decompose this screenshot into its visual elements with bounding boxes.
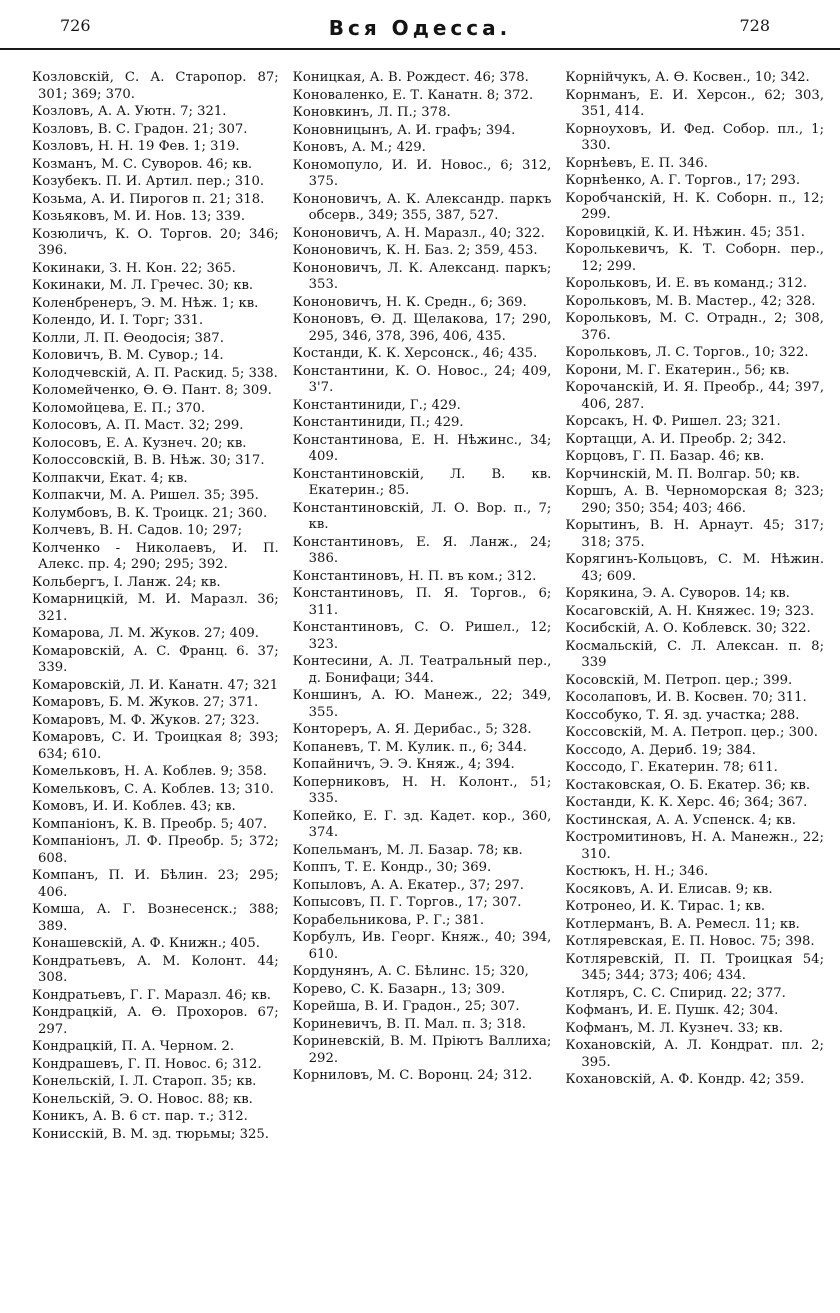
- directory-entry: Константинова, Е. Н. Нѣжинс., 34; 409.: [292, 432, 552, 464]
- directory-entry: Козловъ, В. С. Градон. 21; 307.: [32, 121, 248, 137]
- directory-entry: Кондрашевъ, Г. П. Новос. 6; 312.: [32, 1056, 262, 1072]
- directory-entry: Корягинъ-Кольцовъ, С. М. Нѣжин. 43; 609.: [565, 552, 825, 584]
- directory-entry: Кононовичъ, К. Н. Баз. 2; 359, 453.: [292, 243, 538, 258]
- directory-entry: Коссобуко, Т. Я. зд. участка; 288.: [565, 707, 800, 723]
- directory-entry: Колоссовскiй, В. В. Нѣж. 30; 317.: [32, 453, 265, 468]
- directory-entry: Корольковъ, И. Е. въ команд.; 312.: [565, 276, 808, 291]
- directory-entry: Корчинскiй, М. П. Волгар. 50; кв.: [565, 466, 800, 482]
- directory-column-1: [20, 70, 279, 1306]
- directory-entry: Кондрацкiй, А. Ѳ. Прохоров. 67; 297.: [32, 1005, 279, 1037]
- directory-entry: Костромитиновъ, Н. А. Манежн., 22; 310.: [565, 830, 825, 862]
- directory-entry: Косовскiй, М. Петроп. цер.; 399.: [565, 672, 793, 688]
- directory-entry: Кольбергъ, І. Ланж. 24; кв.: [32, 574, 221, 590]
- directory-entry: Корытинъ, В. Н. Арнаут. 45; 317; 318; 375.: [565, 518, 825, 550]
- directory-entry: Копейко, Е. Г. зд. Кадет. кор., 360, 374.: [292, 808, 552, 840]
- directory-column-2: [293, 70, 552, 1306]
- directory-entry: Колосовъ, А. П. Маст. 32; 299.: [32, 418, 244, 433]
- directory-entry: Колпакчи, Екат. 4; кв.: [32, 470, 188, 486]
- directory-entry: Козубекъ. П. И. Артил. пер.; 310.: [32, 174, 265, 189]
- directory-entry: Комаровъ, С. И. Троицкая 8; 393; 634; 610.: [32, 730, 279, 762]
- directory-entry: Кондратьевъ, А. М. Колонт. 44; 308.: [32, 953, 279, 985]
- directory-entry: Кононовъ, Ѳ. Д. Щелакова, 17; 290, 295, 346, 378, 396, 406, 435.: [292, 312, 552, 344]
- directory-entry: Комарова, Л. М. Жуков. 27; 409.: [32, 626, 259, 641]
- directory-entry: Колодчевскiй, А. П. Раскид. 5; 338.: [32, 365, 278, 381]
- directory-entry: Колли, Л. П. Ѳеодосiя; 387.: [32, 330, 224, 346]
- directory-entry: Корабельникова, Р. Г.; 381.: [292, 912, 485, 928]
- directory-entry: Корольковъ, М. В. Мастер., 42; 328.: [565, 293, 816, 309]
- page-header: [0, 0, 840, 50]
- directory-entry: Кононовичъ, Л. К. Александ. паркъ; 353.: [292, 260, 552, 292]
- directory-entry: Коссодо, А. Дериб. 19; 384.: [565, 742, 756, 758]
- directory-column-3: [565, 70, 824, 1306]
- directory-entry: Кондрацкiй, П. А. Черном. 2.: [32, 1039, 235, 1054]
- directory-entry: Котляревская, Е. П. Новос. 75; 398.: [565, 934, 815, 949]
- directory-entry: Коршъ, А. В. Черноморская 8; 323; 290; 350; 354; 403; 466.: [565, 484, 825, 516]
- directory-entry: Козьма, А. И. Пирогов п. 21; 318.: [32, 191, 265, 207]
- directory-entry: Кононовичъ, А. Н. Маразл., 40; 322.: [292, 225, 545, 241]
- directory-entry: Колендо, И. І. Торг; 331.: [32, 313, 204, 328]
- directory-entry: Кононовичъ, А. К. Александр. паркъ обсерв., 349; 355, 387, 527.: [292, 191, 552, 223]
- directory-entry: Кофманъ, М. Л. Кузнеч. 33; кв.: [565, 1020, 783, 1036]
- directory-entry: Коновницынъ, А. И. графъ; 394.: [292, 122, 516, 138]
- directory-entry: Комовъ, И. И. Коблев. 43; кв.: [32, 799, 236, 814]
- directory-entry: Константиновъ, П. Я. Торгов., 6; 311.: [292, 586, 552, 618]
- directory-entry: Костанди, К. К. Херсонск., 46; 435.: [292, 346, 538, 361]
- directory-entry: Косибскiй, А. О. Коблевск. 30; 322.: [565, 621, 811, 636]
- directory-entry: Корнѣевъ, Е. П. 346.: [565, 155, 708, 171]
- directory-entry: Комельковъ, Н. А. Коблев. 9; 358.: [32, 764, 267, 779]
- directory-entry: Копысовъ, П. Г. Торгов., 17; 307.: [292, 895, 522, 910]
- directory-entry: Комаровскiй, А. С. Франц. 6. 37; 339.: [32, 643, 279, 675]
- directory-entry: Корони, М. Г. Екатерин., 56; кв.: [565, 362, 790, 378]
- directory-entry: Комаровъ, Б. М. Жуков. 27; 371.: [32, 695, 259, 710]
- directory-entry: Косолаповъ, И. В. Косвен. 70; 311.: [565, 690, 807, 705]
- directory-entry: Корочанскiй, И. Я. Преобр., 44; 397, 406, 287.: [565, 380, 825, 412]
- directory-entry: Корякина, Э. А. Суворов. 14; кв.: [565, 586, 790, 601]
- directory-entry: Копыловъ, А. А. Екатер., 37; 297.: [292, 877, 524, 893]
- directory-entry: Константини, К. О. Новос., 24; 409, 3'7.: [292, 363, 552, 395]
- directory-entry: Кокинаки, З. Н. Кон. 22; 365.: [32, 260, 236, 276]
- directory-entry: Коперниковъ, Н. Н. Колонт., 51; 335.: [292, 774, 552, 806]
- directory-entry: Константиниди, П.; 429.: [292, 415, 464, 430]
- page-number-right: 728: [739, 16, 770, 35]
- directory-entry: Костюкъ, Н. Н.; 346.: [565, 864, 709, 879]
- directory-entry: Кориневичъ, В. П. Мал. п. 3; 318.: [292, 1016, 526, 1032]
- directory-entry: Комша, А. Г. Вознесенск.; 388; 389.: [32, 902, 279, 934]
- directory-entry: Козюличъ, К. О. Торгов. 20; 346; 396.: [32, 226, 279, 258]
- directory-entry: Козловскiй, С. А. Старопор. 87; 301; 369; 370.: [32, 70, 279, 102]
- directory-entry: Костанди, К. К. Херс. 46; 364; 367.: [565, 795, 808, 810]
- directory-entry: Константиновъ, С. О. Ришел., 12; 323.: [292, 620, 552, 652]
- directory-entry: Коломейченко, Ѳ. Ѳ. Пант. 8; 309.: [32, 383, 272, 398]
- directory-entry: Коловичъ, В. М. Сувор.; 14.: [32, 348, 224, 363]
- directory-entry: Контореръ, А. Я. Дерибас., 5; 328.: [292, 722, 532, 737]
- directory-entry: Кортацци, А. И. Преобр. 2; 342.: [565, 431, 787, 447]
- directory-entry: Компанiонъ, Л. Ф. Преобр. 5; 372; 608.: [32, 834, 279, 866]
- directory-entry: Козловъ, Н. Н. 19 Фев. 1; 319.: [32, 139, 240, 154]
- directory-entry: Копаневъ, Т. М. Кулик. п., 6; 344.: [292, 739, 527, 755]
- directory-entry: Коншинъ, А. Ю. Манеж., 22; 349, 355.: [292, 688, 552, 720]
- directory-entry: Кордунянъ, А. С. Бѣлинс. 15; 320,: [292, 964, 529, 979]
- directory-entry: Корейша, В. И. Градон., 25; 307.: [292, 999, 520, 1014]
- directory-entry: Колчевъ, В. Н. Садов. 10; 297;: [32, 523, 243, 538]
- directory-entry: Константиновъ, Н. П. въ ком.; 312.: [292, 568, 537, 584]
- directory-entry: Кокинаки, М. Л. Гречес. 30; кв.: [32, 278, 254, 293]
- directory-entry: Корнѣенко, А. Г. Торгов., 17; 293.: [565, 173, 801, 188]
- directory-entry: Котляръ, С. С. Спирид. 22; 377.: [565, 985, 786, 1001]
- directory-entry: Копайничъ, Э. Э. Княж., 4; 394.: [292, 757, 515, 772]
- directory-entry: Константиновскiй, Л. В. кв. Екатерин.; 85.: [292, 466, 552, 498]
- directory-entry: Кофманъ, И. Е. Пушк. 42; 304.: [565, 1003, 779, 1018]
- directory-entry: Колосовъ, Е. А. Кузнеч. 20; кв.: [32, 435, 247, 451]
- directory-entry: Козловъ, А. А. Уютн. 7; 321.: [32, 104, 227, 119]
- directory-entry: Королькевичъ, К. Т. Соборн. пер., 12; 299.: [565, 242, 825, 274]
- directory-entry: Корноуховъ, И. Фед. Собор. пл., 1; 330.: [565, 121, 825, 153]
- directory-entry: Константиновъ, Е. Я. Ланж., 24; 386.: [292, 534, 552, 566]
- directory-entry: Коновъ, А. М.; 429.: [292, 140, 426, 155]
- directory-columns: [20, 70, 824, 1306]
- directory-entry: Коникъ, А. В. 6 ст. пар. т.; 312.: [32, 1109, 248, 1124]
- directory-entry: Конельскiй, І. Л. Староп. 35; кв.: [32, 1074, 257, 1089]
- directory-entry: Коровицкiй, К. И. Нѣжин. 45; 351.: [565, 224, 805, 240]
- directory-entry: Коноваленко, Е. Т. Канатн. 8; 372.: [292, 87, 534, 103]
- directory-entry: Корниловъ, М. С. Воронц. 24; 312.: [292, 1068, 533, 1083]
- directory-entry: Коломойцева, Е. П.; 370.: [32, 400, 206, 416]
- directory-entry: Корольковъ, М. С. Отрадн., 2; 308, 376.: [565, 311, 825, 343]
- directory-entry: Компанiонъ, К. В. Преобр. 5; 407.: [32, 816, 268, 832]
- directory-entry: Константиниди, Г.; 429.: [292, 397, 461, 413]
- page-title: Вся Одесса.: [328, 16, 512, 40]
- page-number-left: 726: [60, 16, 91, 35]
- directory-entry: Котляревскiй, П. П. Троицкая 54; 345; 344; 373; 406; 434.: [565, 951, 825, 983]
- directory-entry: Константиновскiй, Л. О. Вор. п., 7; кв.: [292, 500, 552, 532]
- directory-entry: Компанъ, П. И. Бѣлин. 23; 295; 406.: [32, 868, 279, 900]
- directory-entry: Корево, С. К. Базарн., 13; 309.: [292, 981, 506, 997]
- directory-entry: Коппъ, Т. Е. Кондр., 30; 369.: [292, 860, 492, 875]
- directory-entry: Конисскiй, В. М. зд. тюрьмы; 325.: [32, 1126, 269, 1142]
- directory-entry: Котронео, И. К. Тирас. 1; кв.: [565, 899, 766, 914]
- directory-entry: Костаковская, О. Б. Екатер. 36; кв.: [565, 777, 811, 793]
- directory-entry: Кохановскiй, А. Ф. Кондр. 42; 359.: [565, 1072, 805, 1087]
- directory-entry: Козманъ, М. С. Суворов. 46; кв.: [32, 156, 253, 172]
- directory-entry: Кономопуло, И. И. Новос., 6; 312, 375.: [292, 157, 552, 189]
- directory-entry: Колумбовъ, В. К. Троицк. 21; 360.: [32, 505, 268, 521]
- directory-entry: Кориневскiй, В. М. Прiютъ Валлиха; 292.: [292, 1034, 552, 1066]
- directory-entry: Космальскiй, С. Л. Алексан. п. 8; 339: [565, 638, 825, 670]
- directory-entry: Комельковъ, С. А. Коблев. 13; 310.: [32, 781, 274, 797]
- directory-entry: Котлерманъ, В. А. Ремесл. 11; кв.: [565, 916, 800, 932]
- directory-entry: Коробчанскiй, Н. К. Соборн. п., 12; 299.: [565, 190, 825, 222]
- directory-entry: Корнманъ, Е. И. Херсон., 62; 303, 351, 414.: [565, 87, 825, 119]
- directory-entry: Коленбренеръ, Э. М. Нѣж. 1; кв.: [32, 295, 259, 311]
- directory-entry: Комаровъ, М. Ф. Жуков. 27; 323.: [32, 712, 260, 728]
- directory-entry: Конашевскiй, А. Ф. Книжн.; 405.: [32, 936, 260, 951]
- directory-entry: Кондратьевъ, Г. Г. Маразл. 46; кв.: [32, 987, 271, 1003]
- directory-entry: Косаговскiй, А. Н. Княжес. 19; 323.: [565, 603, 815, 619]
- directory-entry: Кохановскiй, А. Л. Кондрат. пл. 2; 395.: [565, 1038, 825, 1070]
- directory-entry: Корсакъ, Н. Ф. Ришел. 23; 321.: [565, 414, 781, 429]
- directory-entry: Коновкинъ, Л. П.; 378.: [292, 105, 451, 120]
- directory-entry: Коницкая, А. В. Рождест. 46; 378.: [292, 70, 529, 85]
- directory-entry: Коссовскiй, М. А. Петроп. цер.; 300.: [565, 725, 818, 740]
- directory-entry: Корольковъ, Л. С. Торгов., 10; 322.: [565, 345, 809, 360]
- directory-entry: Костинская, А. А. Успенск. 4; кв.: [565, 812, 796, 828]
- directory-entry: Колпакчи, М. А. Ришел. 35; 395.: [32, 488, 259, 503]
- directory-entry: Колченко - Николаевъ, И. П. Алекс. пр. 4; 290; 295; 392.: [32, 540, 279, 572]
- directory-entry: Козьяковъ, М. И. Нов. 13; 339.: [32, 209, 246, 224]
- directory-entry: Копельманъ, М. Л. Базар. 78; кв.: [292, 842, 523, 858]
- directory-entry: Корбулъ, Ив. Георг. Княж., 40; 394, 610.: [292, 930, 552, 962]
- directory-entry: Корцовъ, Г. П. Базар. 46; кв.: [565, 449, 765, 464]
- directory-entry: Комарницкiй, М. И. Маразл. 36; 321.: [32, 592, 279, 624]
- directory-entry: Косяковъ, А. И. Елисав. 9; кв.: [565, 881, 773, 897]
- directory-entry: Комаровскiй, Л. И. Канатн. 47; 321: [32, 677, 279, 693]
- directory-entry: Контесини, А. Л. Театральный пер., д. Бонифаци; 344.: [292, 654, 552, 686]
- directory-entry: Коссодо, Г. Екатерин. 78; 611.: [565, 760, 778, 775]
- directory-entry: Кононовичъ, Н. К. Средн., 6; 369.: [292, 294, 527, 310]
- directory-entry: Корнiйчукъ, А. Ѳ. Косвен., 10; 342.: [565, 70, 810, 85]
- directory-entry: Конельскiй, Э. О. Новос. 88; кв.: [32, 1091, 253, 1107]
